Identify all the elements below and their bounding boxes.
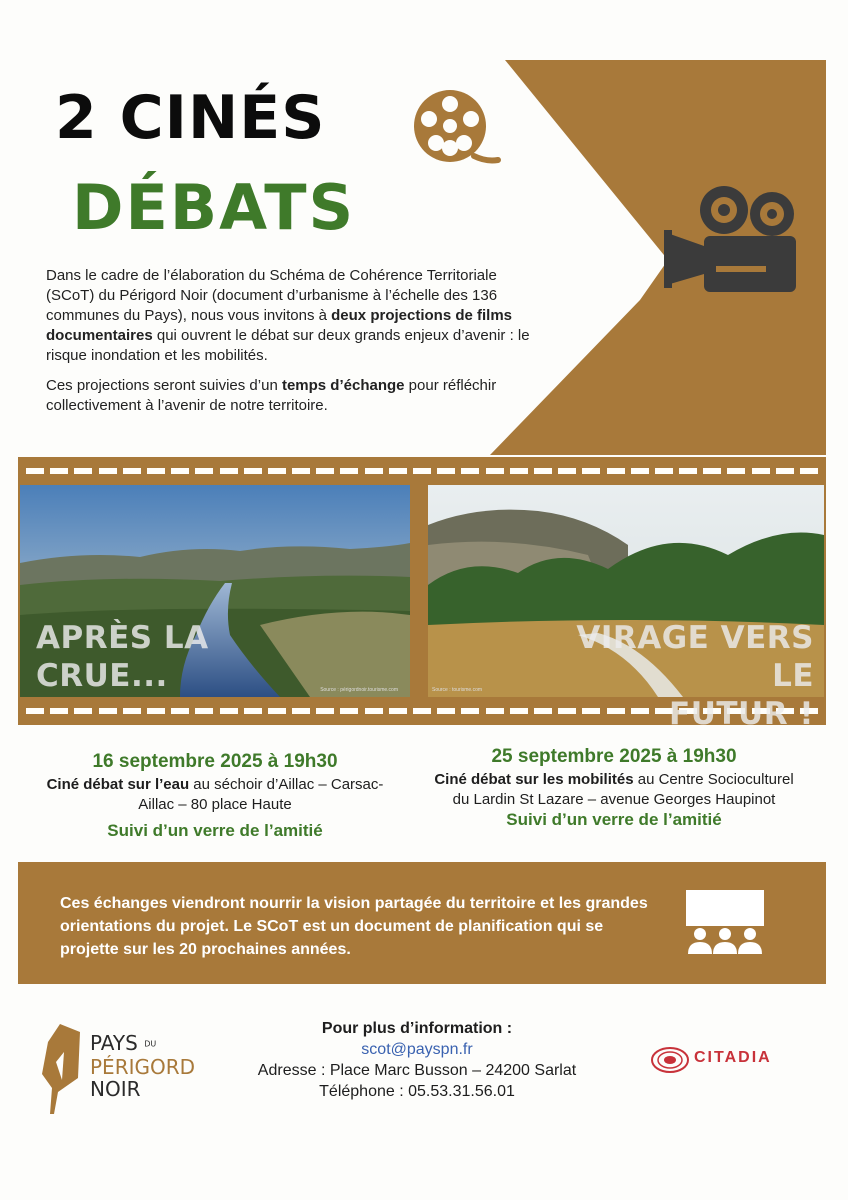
- event-1-follow: Suivi d’un verre de l’amitié: [107, 821, 323, 840]
- event-2-type: Ciné débat sur les mobilités: [434, 771, 634, 788]
- intro-p2-part-a: Ces projections seront suivies d’un: [46, 377, 282, 394]
- event-2-description: [432, 770, 796, 810]
- film-strip: [18, 457, 826, 732]
- event-2-follow: Suivi d’un verre de l’amitié: [506, 810, 722, 829]
- intro-p1-emphasis: deux projections de films documentaires: [46, 307, 513, 344]
- info-band: [18, 862, 826, 984]
- event-2-date: 25 septembre 2025 à 19h30: [491, 746, 737, 767]
- info-band-text: Ces échanges viendront nourrir la vision partagée du territoire et les grandes orientations du projet. Le SCoT est un document de planification qui se projette sur les 20 prochaines années.: [60, 895, 648, 958]
- film-title-1: [36, 619, 209, 695]
- logo-text: [90, 1032, 195, 1100]
- citadia-logo: [650, 1046, 690, 1074]
- event-1-description: [30, 775, 400, 815]
- film-2-title-line1: VIRAGE VERS LE: [576, 620, 814, 694]
- pen-nib-logo: [40, 1022, 86, 1116]
- event-1-type: Ciné débat sur l’eau: [46, 776, 190, 793]
- movie-camera-icon: [664, 184, 802, 296]
- contact-phone: Téléphone : 05.53.31.56.01: [319, 1083, 515, 1100]
- logo-perigord: PÉRIGORD: [90, 1054, 196, 1079]
- film-1-title-line1: APRÈS LA: [36, 620, 209, 656]
- film-photo-river: [20, 485, 410, 697]
- intro-p1-part-c: qui ouvrent le débat sur deux grands enjeux d’avenir : le risque inondation et les mobilités.: [46, 327, 530, 364]
- film-photo-path: [428, 485, 824, 732]
- intro-text: [46, 266, 546, 426]
- intro-p2-part-c: pour réfléchir collectivement à l’avenir de notre territoire.: [46, 377, 497, 414]
- citadia-name: CITADIA: [694, 1049, 772, 1066]
- event-1-date: 16 septembre 2025 à 19h30: [92, 751, 338, 772]
- photo-1-credit: Source : périgordnoir.tourisme.com: [320, 687, 398, 693]
- intro-paragraph-2: [46, 376, 546, 416]
- page-title-line2: DÉBATS: [72, 171, 356, 244]
- photo-2-credit: Source : tourisme.com: [432, 687, 483, 693]
- event-2-place: au Centre Socioculturel du Lardin St Lazare – avenue Georges Haupinot: [452, 771, 794, 808]
- event-2: [432, 744, 796, 830]
- audience-screen-icon: [682, 888, 768, 956]
- contact-heading: Pour plus d’information :: [321, 1020, 513, 1037]
- page-title-line1: 2 CINÉS: [55, 83, 326, 153]
- intro-p2-emphasis: temps d’échange: [281, 377, 405, 394]
- logo-line-1: [90, 1032, 195, 1056]
- contact-email-link[interactable]: scot@payspn.fr: [361, 1041, 473, 1058]
- event-1-place: au séchoir d’Aillac – Carsac-Aillac – 80 place Haute: [138, 776, 384, 813]
- film-1-title-line2: CRUE...: [36, 658, 168, 694]
- film-reel-icon: [412, 88, 500, 168]
- logo-noir: NOIR: [90, 1076, 141, 1101]
- film-perforations-top: [26, 468, 818, 474]
- film-2-title-line2: FUTUR !: [669, 696, 814, 732]
- logo-pays: PAYS: [90, 1031, 138, 1055]
- event-1: [30, 749, 400, 841]
- contact-address: Adresse : Place Marc Busson – 24200 Sarlat: [257, 1062, 577, 1079]
- logo-du: DU: [144, 1039, 157, 1049]
- contact-info: [222, 1018, 612, 1102]
- film-title-2: [534, 619, 814, 733]
- intro-p1-part-a: Dans le cadre de l’élaboration du Schéma de Cohérence Territoriale (SCoT) du Périgord Noir (document d’urbanisme à l’échelle des 136 communes du Pays), nous vous invitons à: [46, 267, 498, 324]
- intro-paragraph-1: [46, 266, 546, 366]
